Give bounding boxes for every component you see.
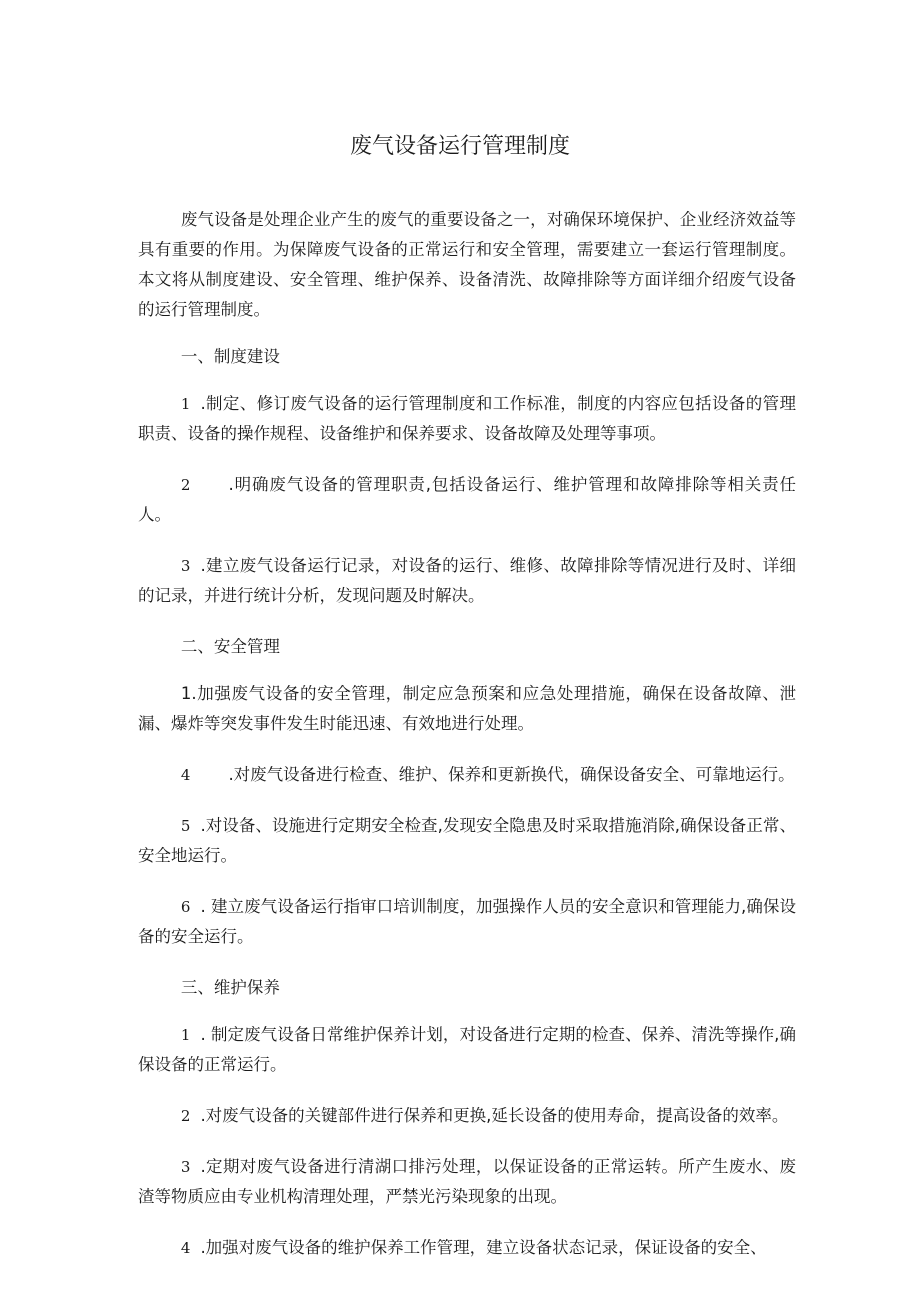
item-text: .定期对废气设备进行清湖口排污处理，以保证设备的正常运转。所产生废水、废渣等物质应由专业机构清理处理，严禁光污染现象的出现。 — [138, 1157, 796, 1206]
item-text: .制定、修订废气设备的运行管理制度和工作标准，制度的内容应包括设备的管理职责、设备的操作规程、设备维护和保养要求、设备故障及处理等事项。 — [138, 394, 796, 443]
item-number: 2 — [180, 476, 191, 494]
item-number: 3 — [180, 557, 191, 575]
item-text: . 建立废气设备运行指审口培训制度，加强操作人员的安全意识和管理能力,确保设备的安全运行。 — [138, 897, 796, 946]
list-item — [138, 892, 796, 952]
item-text: . 制定废气设备日常维护保养计划，对设备进行定期的检查、保养、清洗等操作,确保设备的正常运行。 — [138, 1025, 796, 1074]
item-number: 2 — [180, 1107, 191, 1125]
item-text: .对废气设备的关键部件进行保养和更换,延长设备的使用寿命，提高设备的效率。 — [200, 1106, 789, 1125]
section-heading-system-building: 一、制度建设 — [180, 347, 280, 366]
list-item — [138, 1152, 796, 1212]
intro-paragraph: 废气设备是处理企业产生的废气的重要设备之一，对确保环境保护、企业经济效益等具有重要的作用。为保障废气设备的正常运行和安全管理，需要建立一套运行管理制度。本文将从制度建设、安全管理、维护保养、设备清洗、故障排除等方面详细介绍废气设备的运行管理制度。 — [138, 210, 796, 319]
list-item — [138, 1101, 796, 1131]
list-item — [138, 679, 796, 739]
item-number: 4 — [180, 766, 191, 784]
item-text: .明确废气设备的管理职责,包括设备运行、维护管理和故障排除等相关责任人。 — [138, 475, 796, 524]
list-item — [138, 811, 796, 871]
section-heading-safety-management: 二、安全管理 — [180, 637, 280, 656]
item-number: 3 — [180, 1158, 191, 1176]
item-text: .对设备、设施进行定期安全检查,发现安全隐患及时采取措施消除,确保设备正常、安全地运行。 — [138, 816, 796, 865]
item-text: .对废气设备进行检查、维护、保养和更新换代，确保设备安全、可靠地运行。 — [228, 765, 795, 784]
list-item — [138, 470, 796, 530]
item-number: 6 — [180, 898, 191, 916]
list-item — [138, 1233, 796, 1263]
list-item — [138, 760, 796, 790]
item-number: 5 — [180, 817, 191, 835]
document-title: 废气设备运行管理制度 — [349, 134, 570, 159]
list-item — [138, 389, 796, 449]
item-number: 1 — [180, 395, 191, 413]
document-body — [138, 205, 796, 1284]
item-text: .建立废气设备运行记录，对设备的运行、维修、故障排除等情况进行及时、详细的记录，并进行统计分析，发现问题及时解决。 — [138, 556, 796, 605]
item-number: 1 — [180, 1026, 191, 1044]
item-text: .加强对废气设备的维护保养工作管理，建立设备状态记录，保证设备的安全、 — [200, 1238, 767, 1257]
list-item — [138, 1020, 796, 1080]
section-heading-maintenance: 三、维护保养 — [180, 978, 280, 997]
item-text: 1.加强废气设备的安全管理，制定应急预案和应急处理措施，确保在设备故障、泄漏、爆炸等突发事件发生时能迅速、有效地进行处理。 — [138, 684, 796, 733]
list-item — [138, 551, 796, 611]
item-number: 4 — [180, 1239, 191, 1257]
